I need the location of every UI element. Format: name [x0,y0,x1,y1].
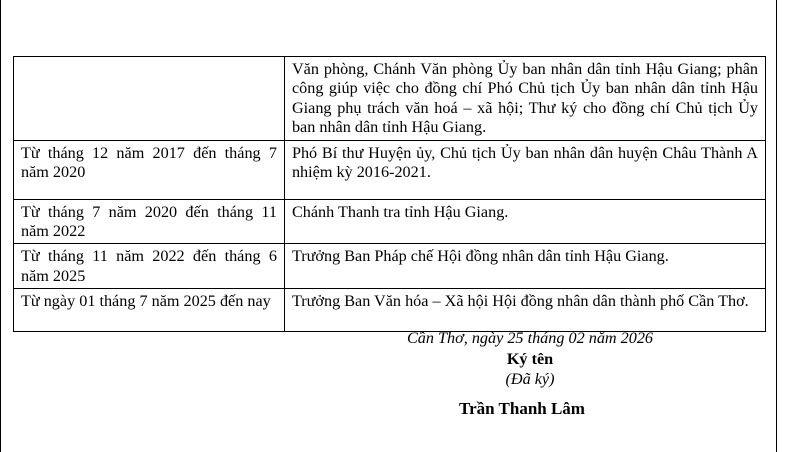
position-cell: Văn phòng, Chánh Văn phòng Ủy ban nhân dân tỉnh Hậu Giang; phân công giúp việc cho đồng chí Phó Chủ tịch Ủy ban nhân dân tỉnh Hậu Giang phụ trách văn hoá – xã hội; Thư ký cho đồng chí Chủ tịch Ủy ban nhân dân tỉnh Hậu Giang. [284,57,765,141]
period-cell [14,57,285,141]
table-row [14,244,766,289]
place-and-date: Cần Thơ, ngày 25 tháng 02 năm 2026 [406,329,654,347]
table-row [14,140,766,199]
period-cell: Từ tháng 12 năm 2017 đến tháng 7 năm 2020 [14,140,285,199]
period-cell: Từ ngày 01 tháng 7 năm 2025 đến nay [14,289,285,332]
position-cell: Trưởng Ban Pháp chế Hội đồng nhân dân tỉnh Hậu Giang. [284,244,765,289]
table-row [14,199,766,244]
period-cell: Từ tháng 7 năm 2020 đến tháng 11 năm 2022 [14,199,285,244]
period-cell: Từ tháng 11 năm 2022 đến tháng 6 năm 2025 [14,244,285,289]
signer-name: Trần Thanh Lâm [459,399,585,418]
position-cell: Phó Bí thư Huyện ủy, Chủ tịch Ủy ban nhân dân huyện Châu Thành A nhiệm kỳ 2016-2021. [284,140,765,199]
page-border-right [776,0,777,452]
position-cell: Chánh Thanh tra tỉnh Hậu Giang. [284,199,765,244]
career-history-table [13,56,766,332]
table-row [14,57,766,141]
signed-note: (Đã ký) [505,370,555,388]
table-row [14,289,766,332]
position-cell: Trưởng Ban Văn hóa – Xã hội Hội đồng nhân dân thành phố Cần Thơ. [284,289,765,332]
page-border-left [0,0,1,452]
signature-label: Ký tên [506,350,554,368]
